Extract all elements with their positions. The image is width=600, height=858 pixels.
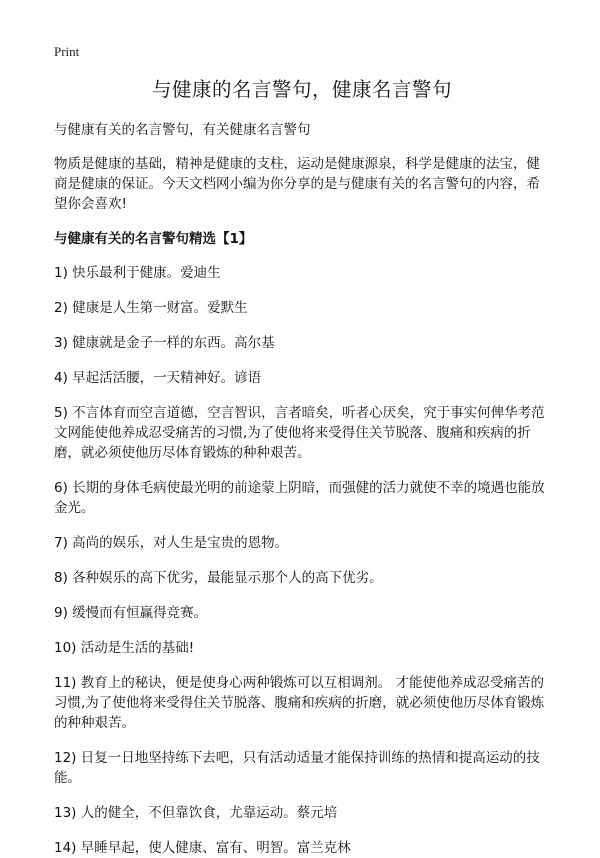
subtitle: 与健康有关的名言警句，有关健康名言警句: [54, 122, 311, 138]
quote-item: 7) 高尚的娱乐，对人生是宝贵的恩物。: [54, 535, 289, 551]
quote-item: 14) 早睡早起，使人健康、富有、明智。富兰克林: [54, 840, 351, 856]
quote-item: 8) 各种娱乐的高下优劣，最能显示那个人的高下优劣。: [54, 570, 383, 586]
quote-item: 12) 日复一日地坚持练下去吧，只有活动适量才能保持训练的热情和提高运动的技能。: [54, 750, 540, 786]
quote-item: 9) 缓慢而有恒赢得竞赛。: [54, 605, 208, 621]
quote-item: 4) 早起活活腰，一天精神好。谚语: [54, 370, 262, 386]
quote-item: 3) 健康就是金子一样的东西。高尔基: [54, 335, 275, 351]
quote-item: 11) 教育上的秘诀，便是使身心两种锻炼可以互相调剂。 才能使他养成忍受痛苦的习惯,为了使他将来受得住关节脱落、腹痛和疾病的折磨，就必须使他历尽体育锻炼的种种艰苦。: [54, 675, 545, 731]
intro-paragraph: 物质是健康的基础，精神是健康的支柱，运动是健康源泉，科学是健康的法宝，健商是健康的保证。今天文档网小编为你分享的是与健康有关的名言警句的内容，希望你会喜欢!: [54, 156, 540, 212]
section-heading: 与健康有关的名言警句精选【1】: [54, 231, 253, 247]
page-title: 与健康的名言警句，健康名言警句: [151, 78, 452, 101]
quote-item: 5) 不言体育而空言道德，空言智识，言者暗矣，听者心厌矣，究于事实何俾华考范文网能使他养成忍受痛苦的习惯,为了使他将来受得住关节脱落、腹痛和疾病的折磨，就必须使他历尽体育锻炼的种种艰苦。: [54, 405, 545, 461]
quote-item: 6) 长期的身体毛病使最光明的前途蒙上阴暗，而强健的活力就使不幸的境遇也能放金光。: [54, 480, 545, 516]
quote-item: 1) 快乐最利于健康。爱迪生: [54, 265, 221, 281]
quote-item: 10) 活动是生活的基础!: [54, 640, 195, 656]
quote-item: 2) 健康是人生第一财富。爱默生: [54, 300, 248, 316]
print-link[interactable]: Print: [54, 44, 80, 59]
quote-item: 13) 人的健全，不但靠饮食，尤靠运动。蔡元培: [54, 805, 338, 821]
